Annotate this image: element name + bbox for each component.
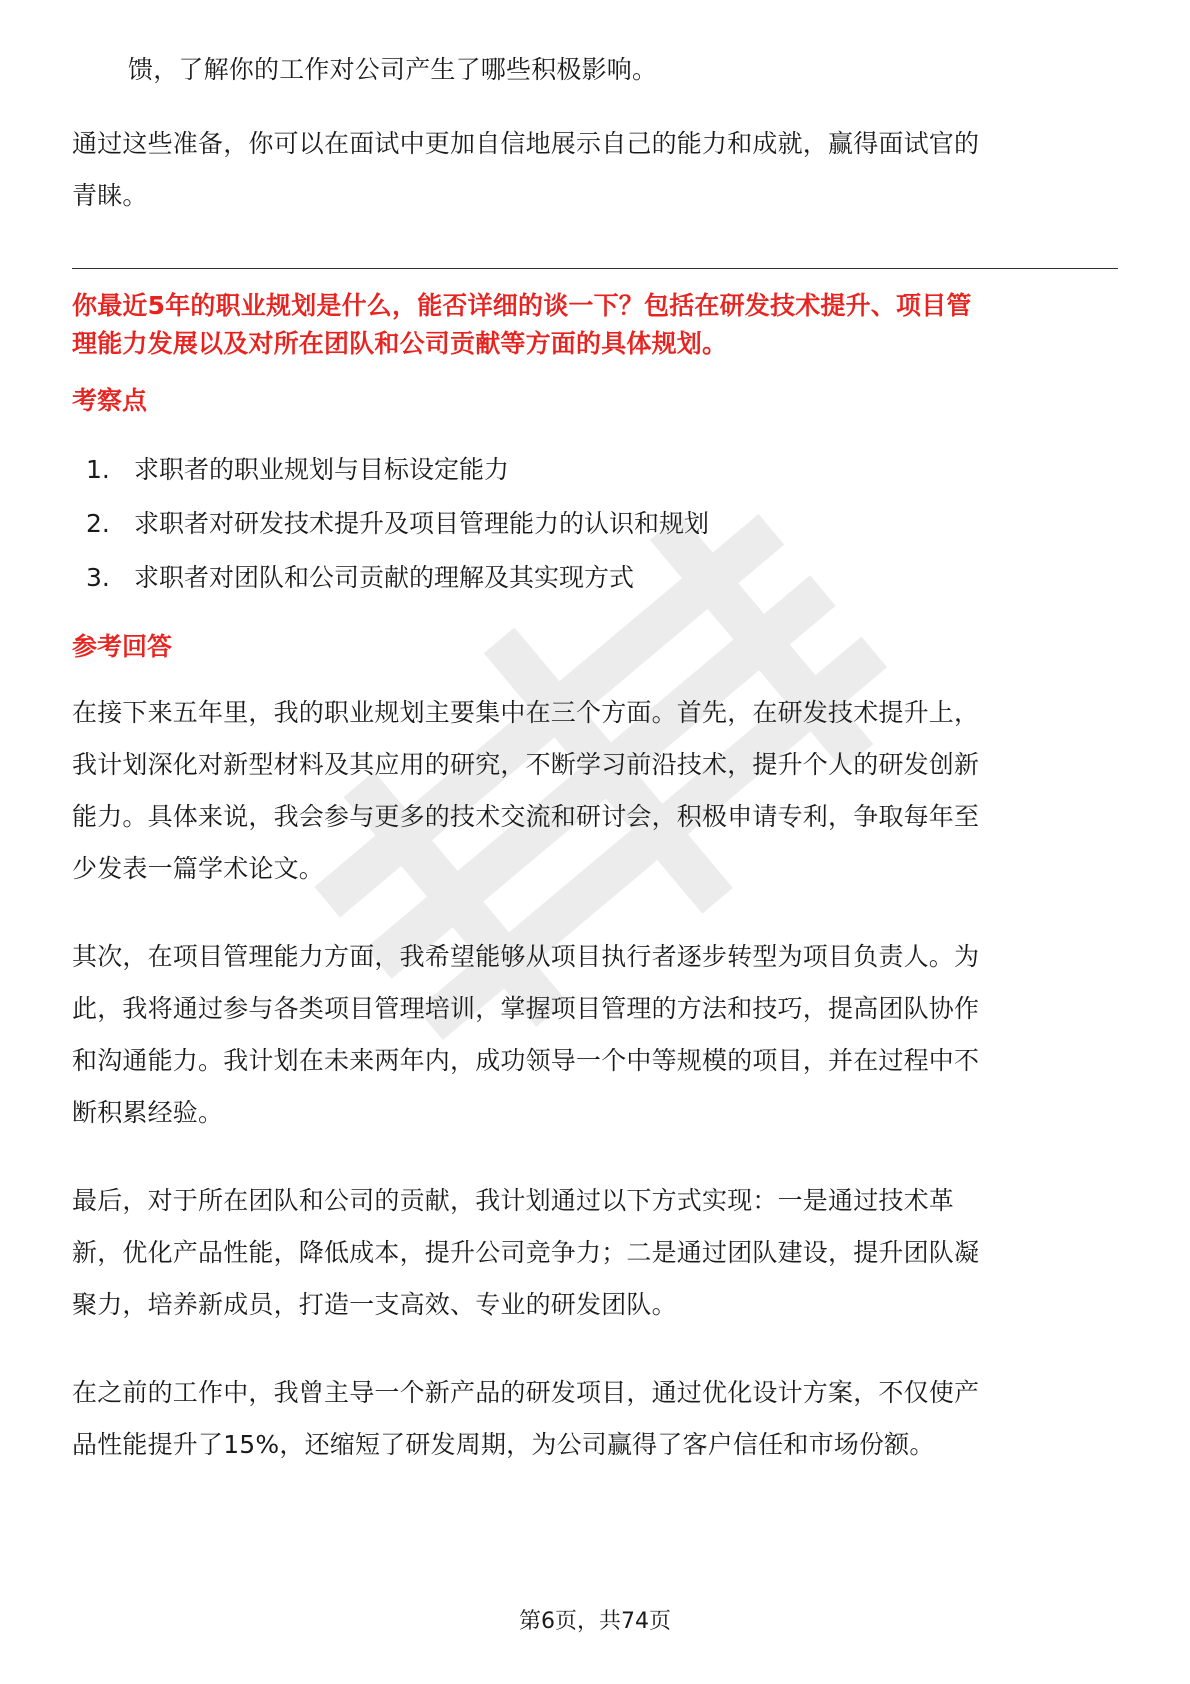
list-number: 1. [86,455,110,484]
focus-list [72,443,1118,605]
list-text: 求职者对团队和公司贡献的理解及其实现方式 [134,563,635,592]
answer-line: 少发表一篇学术论文。 [72,854,325,883]
answer-line: 新，优化产品性能，降低成本，提升公司竞争力；二是通过团队建设，提升团队凝 [72,1238,980,1267]
answer-paragraph [72,687,1118,895]
list-number: 2. [86,509,110,538]
answer-line: 和沟通能力。我计划在未来两年内，成功领导一个中等规模的项目，并在过程中不 [72,1046,980,1075]
list-item [72,497,1118,551]
answer-line: 其次，在项目管理能力方面，我希望能够从项目执行者逐步转型为项目负责人。为 [72,942,980,971]
interview-question [72,287,1118,363]
list-item [72,551,1118,605]
page-content [72,44,1118,1471]
answer-line: 在接下来五年里，我的职业规划主要集中在三个方面。首先，在研发技术提升上， [72,698,980,727]
list-number: 3. [86,563,110,592]
answer-paragraph [72,1367,1118,1471]
answer-line: 在之前的工作中，我曾主导一个新产品的研发项目，通过优化设计方案，不仅使产 [72,1378,980,1407]
continuation-text: 馈，了解你的工作对公司产生了哪些积极影响。 [128,55,658,84]
answer-paragraph [72,1175,1118,1331]
answer-line: 断积累经验。 [72,1098,224,1127]
answer-paragraph [72,931,1118,1139]
answer-line: 此，我将通过参与各类项目管理培训，掌握项目管理的方法和技巧，提高团队协作 [72,994,980,1023]
list-text: 求职者对研发技术提升及项目管理能力的认识和规划 [134,509,710,538]
answer-line: 品性能提升了15%，还缩短了研发周期，为公司赢得了客户信任和市场份额。 [72,1430,935,1459]
page-number: 第6页，共74页 [519,1609,671,1634]
answer-line: 我计划深化对新型材料及其应用的研究，不断学习前沿技术，提升个人的研发创新 [72,750,980,779]
question-line: 你最近5年的职业规划是什么，能否详细的谈一下？包括在研发技术提升、项目管 [72,291,972,320]
answer-line: 能力。具体来说，我会参与更多的技术交流和研讨会，积极申请专利，争取每年至 [72,802,980,831]
closing-line: 通过这些准备，你可以在面试中更加自信地展示自己的能力和成就，赢得面试官的 [72,129,980,158]
list-text: 求职者的职业规划与目标设定能力 [134,455,510,484]
focus-title: 考察点 [72,386,148,415]
answer-line: 最后，对于所在团队和公司的贡献，我计划通过以下方式实现：一是通过技术革 [72,1186,955,1215]
closing-paragraph [72,118,1118,222]
list-item [72,443,1118,497]
answer-title: 参考回答 [72,632,173,661]
answer-line: 聚力，培养新成员，打造一支高效、专业的研发团队。 [72,1290,677,1319]
closing-line: 青睐。 [72,181,148,210]
question-line: 理能力发展以及对所在团队和公司贡献等方面的具体规划。 [72,329,728,358]
